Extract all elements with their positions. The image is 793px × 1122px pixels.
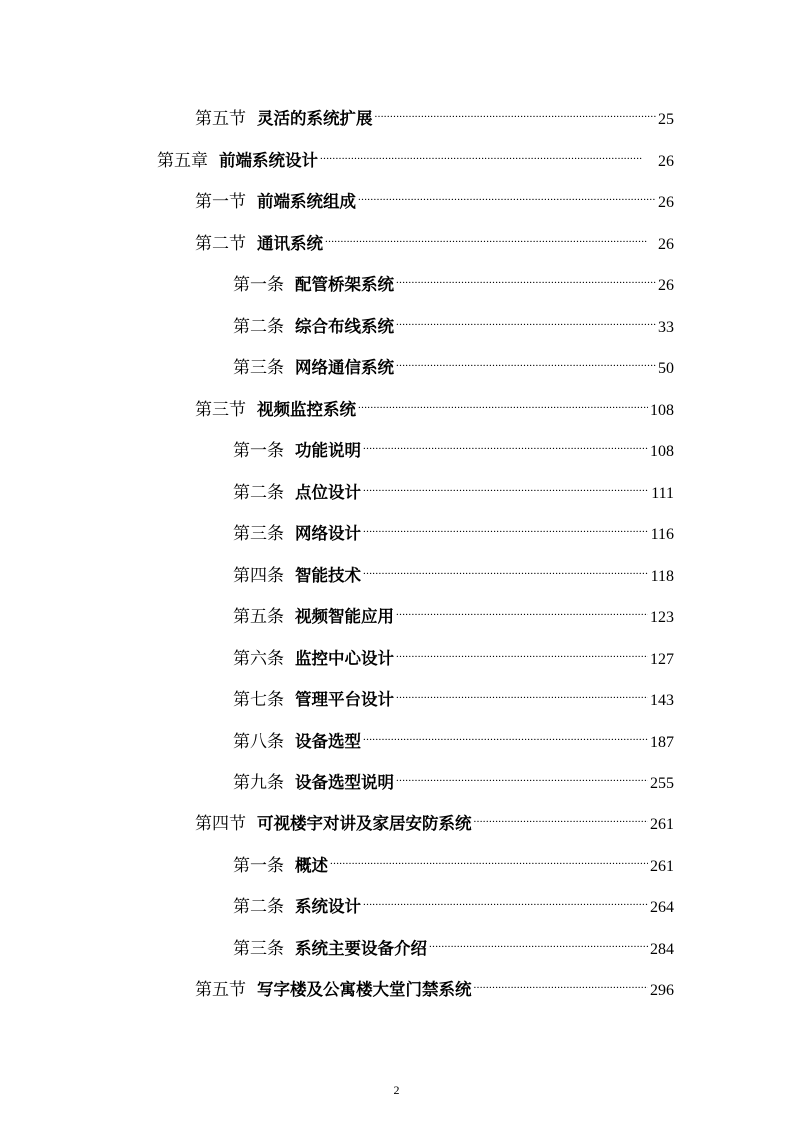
toc-entry-page: 26 xyxy=(658,277,674,294)
toc-entry-page: 108 xyxy=(650,443,674,460)
toc-entry-title: 概述 xyxy=(295,856,328,875)
toc-entry[interactable] xyxy=(233,302,674,337)
toc-entry[interactable] xyxy=(233,717,674,752)
toc-entry-number: 第三条 xyxy=(233,939,284,959)
toc-entry[interactable] xyxy=(233,468,674,503)
toc-entry-number: 第二条 xyxy=(233,317,284,337)
toc-entry-page: 143 xyxy=(650,692,674,709)
toc-entry-title: 智能技术 xyxy=(295,566,361,585)
toc-entry-title: 视频监控系统 xyxy=(257,400,356,419)
toc-entry-page: 26 xyxy=(658,153,674,170)
toc-leader-dots xyxy=(358,385,648,415)
toc-leader-dots xyxy=(375,94,657,124)
toc-entry-page: 26 xyxy=(658,236,674,253)
toc-entry-number: 第六条 xyxy=(233,649,284,669)
toc-entry-page: 255 xyxy=(650,775,674,792)
toc-leader-dots xyxy=(396,634,648,664)
toc-entry[interactable] xyxy=(195,219,674,254)
toc-entry[interactable] xyxy=(233,841,674,876)
toc-entry-number: 第一节 xyxy=(195,192,246,212)
toc-entry-number: 第三节 xyxy=(195,400,246,420)
toc-entry[interactable] xyxy=(233,509,674,544)
toc-entry-title: 综合布线系统 xyxy=(295,317,394,336)
toc-entry-number: 第三条 xyxy=(233,358,284,378)
toc-entry[interactable] xyxy=(233,634,674,669)
toc-leader-dots xyxy=(396,343,656,373)
toc-entry[interactable] xyxy=(233,260,674,295)
toc-entry-number: 第五条 xyxy=(233,607,284,627)
toc-entry-page: 264 xyxy=(650,899,674,916)
toc-entry-page: 123 xyxy=(650,609,674,626)
toc-entry-title: 点位设计 xyxy=(295,483,361,502)
toc-entry-title: 管理平台设计 xyxy=(295,690,394,709)
toc-entry[interactable] xyxy=(233,758,674,793)
toc-leader-dots xyxy=(330,841,648,871)
toc-entry-number: 第一条 xyxy=(233,275,284,295)
toc-entry-title: 功能说明 xyxy=(295,441,361,460)
toc-entry-title: 设备选型 xyxy=(295,732,361,751)
toc-entry-number: 第二节 xyxy=(195,234,246,254)
toc-entry[interactable] xyxy=(233,882,674,917)
toc-entry-page: 296 xyxy=(650,982,674,999)
toc-entry[interactable] xyxy=(233,924,674,959)
toc-entry[interactable] xyxy=(233,426,674,461)
toc-entry-title: 灵活的系统扩展 xyxy=(257,109,373,128)
toc-entry[interactable] xyxy=(195,385,674,420)
toc-entry[interactable] xyxy=(195,177,674,212)
toc-leader-dots xyxy=(474,965,649,995)
toc-entry[interactable] xyxy=(195,799,674,834)
toc-entry[interactable] xyxy=(157,136,674,171)
toc-entry-number: 第七条 xyxy=(233,690,284,710)
toc-entry-page: 116 xyxy=(650,526,674,543)
toc-entry-title: 系统主要设备介绍 xyxy=(295,939,427,958)
toc-leader-dots xyxy=(358,177,656,207)
toc-entry-page: 118 xyxy=(650,568,674,585)
toc-entry-title: 写字楼及公寓楼大堂门禁系统 xyxy=(257,980,472,999)
toc-leader-dots xyxy=(474,799,649,829)
toc-leader-dots xyxy=(396,302,656,332)
toc-entry-title: 可视楼宇对讲及家居安防系统 xyxy=(257,814,472,833)
toc-entry-page: 33 xyxy=(658,319,674,336)
toc-entry-number: 第三条 xyxy=(233,524,284,544)
toc-entry[interactable] xyxy=(233,592,674,627)
toc-leader-dots xyxy=(363,426,648,456)
toc-entry-title: 系统设计 xyxy=(295,897,361,916)
toc-leader-dots xyxy=(396,260,656,290)
toc-leader-dots xyxy=(363,551,649,581)
toc-entry-page: 50 xyxy=(658,360,674,377)
toc-leader-dots xyxy=(320,136,656,166)
toc-entry-page: 284 xyxy=(650,941,674,958)
toc-entry-page: 127 xyxy=(650,651,674,668)
toc-entry-page: 261 xyxy=(650,816,674,833)
toc-entry-page: 261 xyxy=(650,858,674,875)
toc-entry-number: 第四条 xyxy=(233,566,284,586)
toc-entry-number: 第八条 xyxy=(233,732,284,752)
toc-entry-title: 前端系统设计 xyxy=(219,151,318,170)
toc-entry-number: 第九条 xyxy=(233,773,284,793)
toc-leader-dots xyxy=(363,468,649,498)
toc-leader-dots xyxy=(363,509,649,539)
toc-entry-page: 187 xyxy=(650,734,674,751)
toc-leader-dots xyxy=(396,758,648,788)
toc-entry-number: 第四节 xyxy=(195,814,246,834)
toc-entry[interactable] xyxy=(195,965,674,1000)
toc-leader-dots xyxy=(396,592,648,622)
toc-entry-page: 25 xyxy=(658,111,674,128)
toc-entry-title: 视频智能应用 xyxy=(295,607,394,626)
toc-entry-number: 第一条 xyxy=(233,441,284,461)
toc-entry-title: 设备选型说明 xyxy=(295,773,394,792)
toc-entry-number: 第二条 xyxy=(233,897,284,917)
toc-entry-page: 108 xyxy=(650,402,674,419)
toc-leader-dots xyxy=(429,924,648,954)
toc-entry-number: 第一条 xyxy=(233,856,284,876)
toc-entry[interactable] xyxy=(195,94,674,129)
toc-leader-dots xyxy=(396,675,648,705)
toc-entry-page: 111 xyxy=(651,485,674,502)
toc-entry-title: 网络通信系统 xyxy=(295,358,394,377)
toc-entry-title: 前端系统组成 xyxy=(257,192,356,211)
toc-entry-title: 网络设计 xyxy=(295,524,361,543)
toc-entry[interactable] xyxy=(233,551,674,586)
toc-entry-page: 26 xyxy=(658,194,674,211)
toc-leader-dots xyxy=(363,882,648,912)
toc-entry-number: 第二条 xyxy=(233,483,284,503)
toc-entry-title: 配管桥架系统 xyxy=(295,275,394,294)
toc-entry-title: 监控中心设计 xyxy=(295,649,394,668)
toc-entry[interactable] xyxy=(233,675,674,710)
toc-leader-dots xyxy=(363,717,648,747)
toc-entry-number: 第五节 xyxy=(195,980,246,1000)
toc-entry[interactable] xyxy=(233,343,674,378)
page-number: 2 xyxy=(393,1083,400,1097)
toc-entry-title: 通讯系统 xyxy=(257,234,323,253)
toc-entry-number: 第五节 xyxy=(195,109,246,129)
toc-leader-dots xyxy=(325,219,656,249)
toc-entry-number: 第五章 xyxy=(157,151,208,171)
